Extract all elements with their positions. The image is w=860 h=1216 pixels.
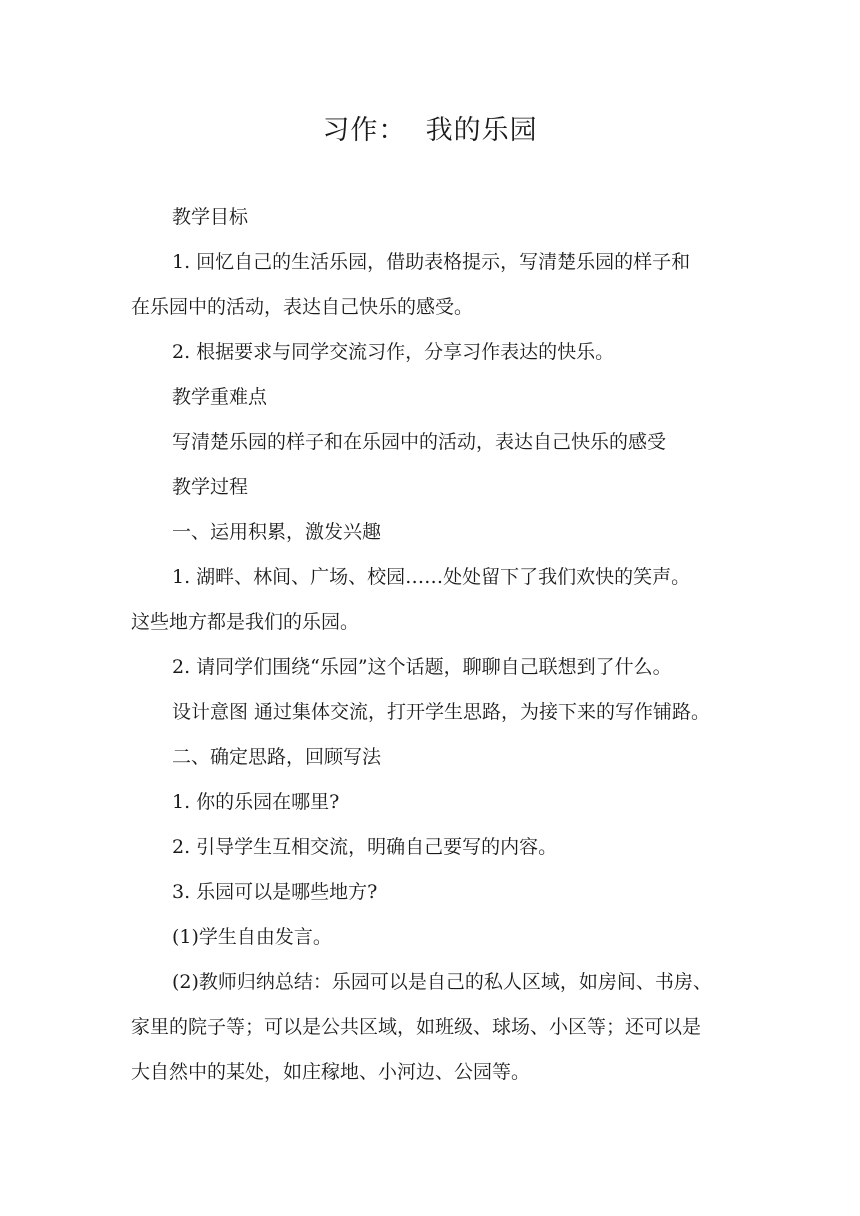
design-intent: 设计意图 通过集体交流，打开学生思路，为接下来的写作铺路。 bbox=[172, 701, 711, 723]
sub-item-1: (1)学生自由发言。 bbox=[172, 926, 332, 948]
section-1-heading: 一、运用积累，激发兴趣 bbox=[172, 521, 382, 543]
section-1-item-2: 2. 请同学们围绕“乐园”这个话题，聊聊自己联想到了什么。 bbox=[172, 656, 672, 678]
goal-1-line-1: 1. 回忆自己的生活乐园，借助表格提示，写清楚乐园的样子和 bbox=[172, 251, 691, 273]
key-points-text: 写清楚乐园的样子和在乐园中的活动，表达自己快乐的感受 bbox=[172, 431, 667, 453]
heading-teaching-goals: 教学目标 bbox=[172, 206, 249, 228]
section-2-heading: 二、确定思路，回顾写法 bbox=[172, 746, 382, 768]
goal-2: 2. 根据要求与同学交流习作，分享习作表达的快乐。 bbox=[172, 341, 615, 363]
sub-item-2-line-3: 大自然中的某处，如庄稼地、小河边、公园等。 bbox=[131, 1061, 531, 1083]
sub-item-2-line-1: (2)教师归纳总结：乐园可以是自己的私人区域，如房间、书房、 bbox=[172, 971, 712, 993]
section-2-item-1: 1. 你的乐园在哪里? bbox=[172, 791, 340, 813]
section-2-item-2: 2. 引导学生互相交流，明确自己要写的内容。 bbox=[172, 836, 558, 858]
section-1-item-1-line-1: 1. 湖畔、林间、广场、校园……处处留下了我们欢快的笑声。 bbox=[172, 566, 691, 588]
goal-1-line-2: 在乐园中的活动，表达自己快乐的感受。 bbox=[131, 296, 474, 318]
sub-item-2-line-2: 家里的院子等；可以是公共区域，如班级、球场、小区等；还可以是 bbox=[131, 1016, 702, 1038]
section-2-item-3: 3. 乐园可以是哪些地方? bbox=[172, 881, 378, 903]
heading-key-points: 教学重难点 bbox=[172, 386, 268, 408]
document-title: 习作： 我的乐园 bbox=[322, 115, 538, 146]
section-1-item-1-line-2: 这些地方都是我们的乐园。 bbox=[131, 611, 360, 633]
heading-teaching-process: 教学过程 bbox=[172, 476, 249, 498]
